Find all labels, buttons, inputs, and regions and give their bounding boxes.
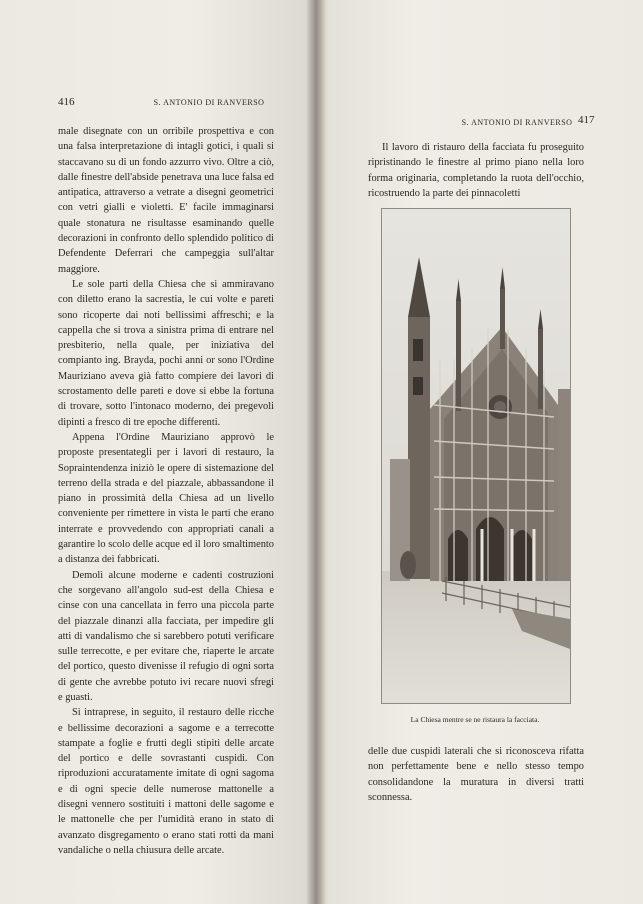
left-running-head: S. ANTONIO DI RANVERSO (153, 98, 265, 107)
right-paragraph-bottom: delle due cuspidi laterali che si riconosceva rifatta non perfettamente bene e nello stesso tempo consolidandone la muratura in diversi tratti sconnessa. (368, 746, 584, 803)
right-top-text (368, 140, 584, 201)
church-photograph (381, 208, 571, 704)
right-running-head: S. ANTONIO DI RANVERSO (461, 118, 573, 127)
photo-caption: La Chiesa mentre se ne ristaura la facciata. (410, 715, 540, 724)
right-paragraph-top: Il lavoro di ristauro della facciata fu proseguito ripristinando le finestre al primo piano nella loro forma originaria, completando la ruota dell'occhio, ricostruendo la parte dei pinnacoletti (368, 142, 584, 199)
left-body-text (58, 124, 274, 858)
left-page (0, 0, 318, 904)
right-bottom-text (368, 744, 584, 805)
church-scaffolding-image (382, 209, 570, 703)
left-page-number: 416 (58, 96, 75, 108)
left-paragraph-3: Appena l'Ordine Mauriziano approvò le proposte presentategli per i lavori di restauro, la Sopraintendenza iniziò le opere di sistemazione del terreno della strada e del piazzale, abbassandone il piano in prossimità della Chiesa ad un livello conveniente per rimettere in vista le parti che erano interrate e provvedendo con appropriati canali a garantire lo scolo delle acque ed il loro smaltimento a distanza dei fabbricati. (58, 431, 274, 566)
left-paragraph-2: Le sole parti della Chiesa che si ammiravano con diletto erano la sacrestia, le cui volte e pareti sono ricoperte dai noti bellissimi affreschi; e la cappella che si trova a sinistra prima di entrare nel presbiterio, nella quale, per iniziativa del compianto ing. Brayda, pochi anni or sono l'Ordine Mauriziano aveva già fatto compiere dei lavori di scrostamento delle pareti e dove si ebbe la fortuna di trovare, sotto l'intonaco moderno, dei pregevoli dipinti a fresco di tre epoche differenti. (58, 278, 274, 428)
left-paragraph-5: Si intraprese, in seguito, il restauro delle ricche e bellissime decorazioni a sagome e a terrecotte stampate a foglie e frutti degli stipiti delle arcate del portico e delle sovrastanti cuspidi. Con riproduzioni accuratamente imitate di ogni sagoma e di ogni specie delle numerose mattonelle a disegni vennero sostituiti i mattoni delle sagome e le mattonelle che per l'umidità erano in stato di avanzato disgregamento o erano stati rotti da mani vandaliche o nella chiusura delle arcate. (58, 707, 274, 856)
left-paragraph-1: male disegnate con un orribile prospettiva e con una falsa interpretazione di intagli gotici, i quali si staccavano su di un fondo azzurro vivo. Oltre a ciò, dalle finestre dell'abside penetrava una luce falsa ed antipatica, attraverso a vetrate a disegni geometrici con vetri gialli e violetti. E' facile immaginarsi quale stonatura ne risultasse esaminando quelle decorazioni in confronto dello splendido politico di Defendente Deferrari che campeggia sull'altar maggiore. (58, 126, 274, 275)
book-gutter (306, 0, 326, 904)
left-paragraph-4: Demolì alcune moderne e cadenti costruzioni che sorgevano all'angolo sud-est della Chiesa e cinse con una cancellata in ferro una piccola parte del piazzale dinanzi alla facciata, per impedire gli atti di vandalismo che si sarebbero potuti verificare sulle terrecotte, e per evitare che, riaperte le arcate del portico, questo divenisse il refugio di ogni sorta di gente che avrebbe potuto ivi recare nuovi sfregi e guasti. (58, 569, 274, 703)
right-page-number: 417 (578, 114, 595, 126)
